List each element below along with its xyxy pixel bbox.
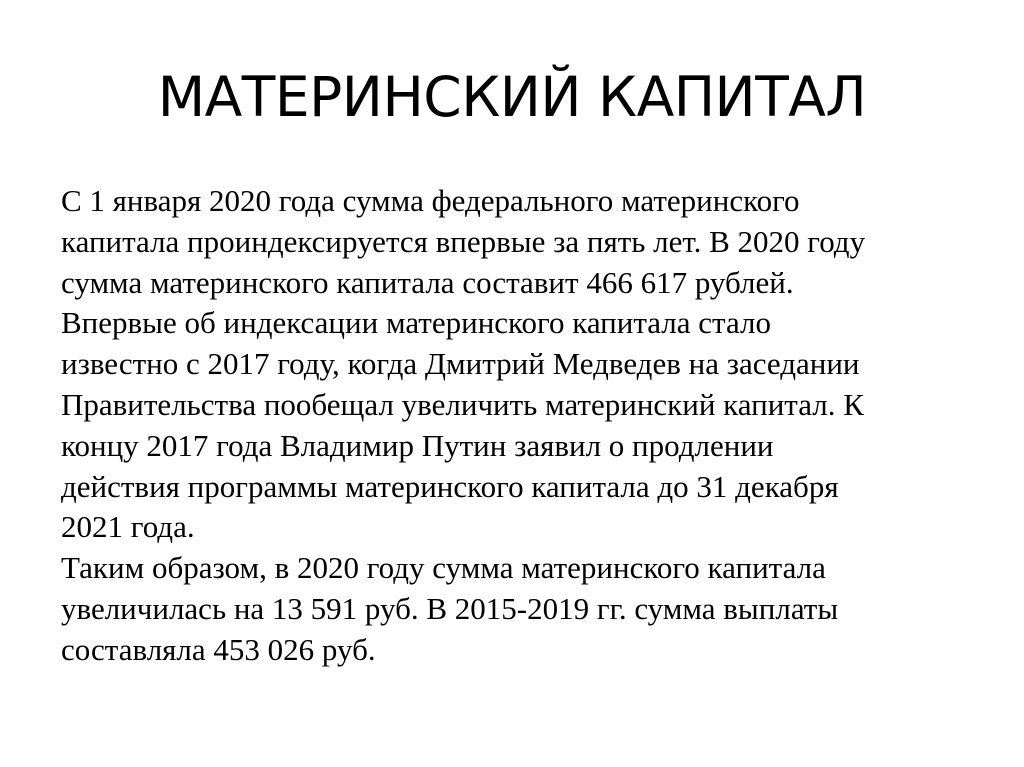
body-line: составляла 453 026 руб. — [61, 631, 376, 667]
body-line: концу 2017 года Владимир Путин заявил о продлении — [61, 427, 774, 463]
body-line: увеличилась на 13 591 руб. В 2015-2019 гг. сумма выплаты — [61, 590, 839, 626]
body-line: известно с 2017 году, когда Дмитрий Медведев на заседании — [61, 346, 860, 382]
body-line: С 1 января 2020 года сумма федерального материнского — [61, 183, 800, 218]
slide-body-text — [61, 181, 961, 671]
body-line: 2021 года. — [61, 509, 195, 545]
slide-title: МАТЕРИНСКИЙ КАПИТАЛ — [157, 65, 867, 129]
body-line: Таким образом, в 2020 году сумма материнского капитала — [61, 550, 826, 586]
body-line: Впервые об индексации материнского капитала стало — [61, 305, 771, 341]
body-line: сумма материнского капитала составит 466 617 рублей. — [61, 264, 794, 300]
body-line: капитала проиндексируется впервые за пять лет. В 2020 году — [61, 223, 866, 259]
body-line: Правительства пообещал увеличить материнский капитал. К — [61, 386, 864, 422]
body-line: действия программы материнского капитала до 31 декабря — [61, 468, 839, 504]
